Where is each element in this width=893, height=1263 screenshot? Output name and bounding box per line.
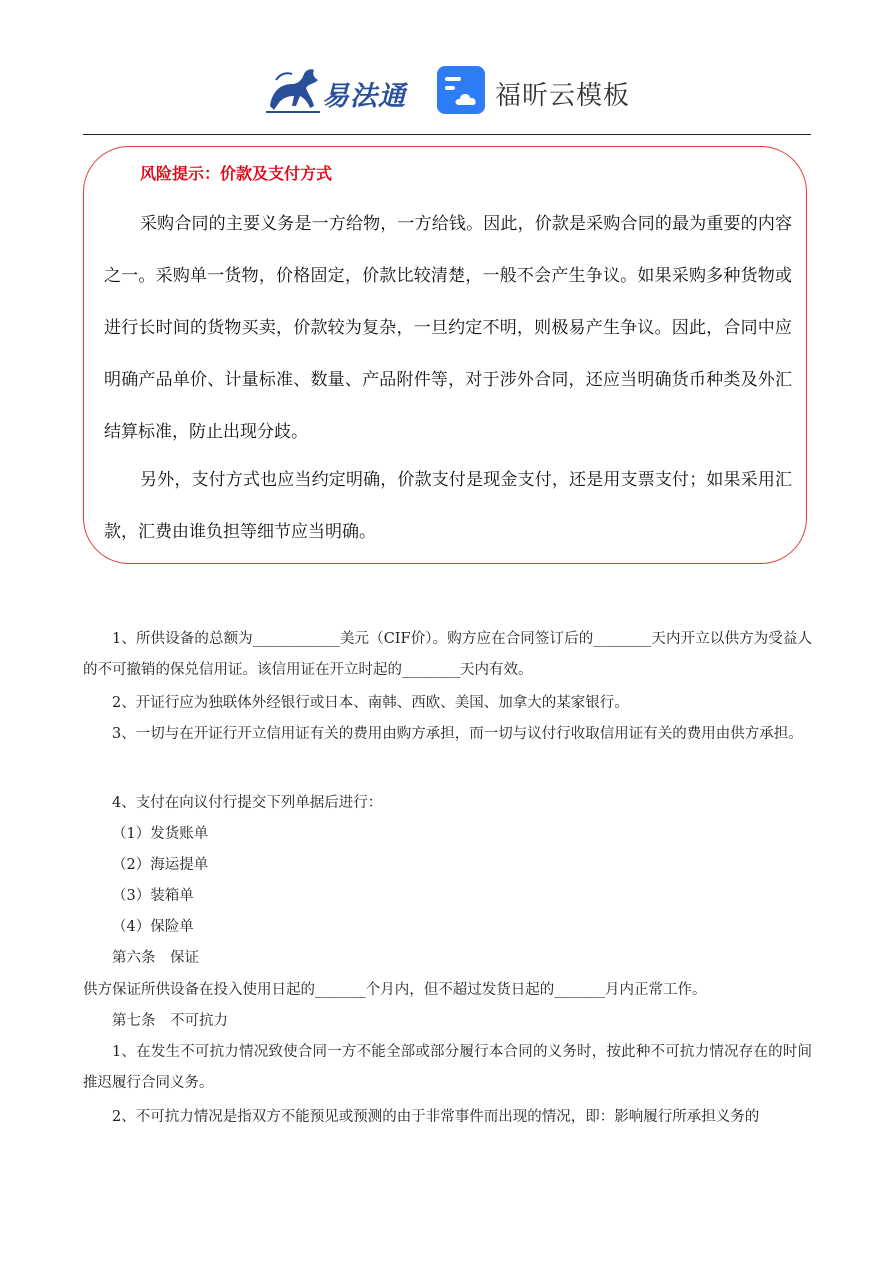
page-header: [0, 60, 893, 120]
document-item-4: （4）保险单: [112, 919, 194, 935]
document-item-2: （2）海运提单: [112, 857, 209, 873]
force-majeure-1: 1、在发生不可抗力情况致使合同一方不能全部或部分履行本合同的义务时，按此种不可抗力情况存在的时间推迟履行合同义务。: [83, 1044, 812, 1091]
cloud-document-icon: [437, 66, 485, 114]
logo-left-text: 易法通: [322, 81, 406, 112]
risk-tip-paragraph-2: 另外，支付方式也应当约定明确，价款支付是现金支付，还是用支票支付；如果采用汇款，汇费由谁负担等细节应当明确。: [104, 470, 792, 542]
clause-1: 1、所供设备的总额为____________美元（CIF价）。购方应在合同签订后的________天内开立以供方为受益人的不可撤销的保兑信用证。该信用证在开立时起的________天内有效。: [83, 631, 812, 678]
yifatong-logo: [262, 62, 412, 118]
header-divider: [83, 134, 811, 135]
risk-tip-paragraph-1: 采购合同的主要义务是一方给物，一方给钱。因此，价款是采购合同的最为重要的内容之一。采购单一货物，价格固定，价款比较清楚，一般不会产生争议。如果采购多种货物或进行长时间的货物买卖，价款较为复杂，一旦约定不明，则极易产生争议。因此，合同中应明确产品单价、计量标准、数量、产品附件等，对于涉外合同，还应当明确货币种类及外汇结算标准，防止出现分歧。: [104, 214, 792, 442]
document-item-1: （1）发货账单: [112, 826, 209, 842]
clause-4: 4、支付在向议付行提交下列单据后进行：: [112, 795, 383, 811]
foxit-template-logo: [437, 66, 637, 116]
logo-right-text: 福昕云模板: [495, 81, 631, 111]
force-majeure-2: 2、不可抗力情况是指双方不能预见或预测的由于非常事件而出现的情况，即：影响履行所承担义务的: [112, 1109, 760, 1125]
clause-3: 3、一切与在开证行开立信用证有关的费用由购方承担，而一切与议付行收取信用证有关的费用由供方承担。: [112, 726, 803, 742]
article-7-heading: 第七条 不可抗力: [112, 1013, 228, 1029]
article-6-heading: 第六条 保证: [112, 950, 199, 966]
document-item-3: （3）装箱单: [112, 888, 194, 904]
article-6-text: 供方保证所供设备在投入使用日起的_______个月内，但不超过发货日起的_______月内正常工作。: [83, 982, 707, 998]
horse-icon: [262, 62, 324, 116]
risk-tip-title: 风险提示：价款及支付方式: [140, 164, 333, 183]
clause-2: 2、开证行应为独联体外经银行或日本、南韩、西欧、美国、加拿大的某家银行。: [112, 695, 629, 711]
